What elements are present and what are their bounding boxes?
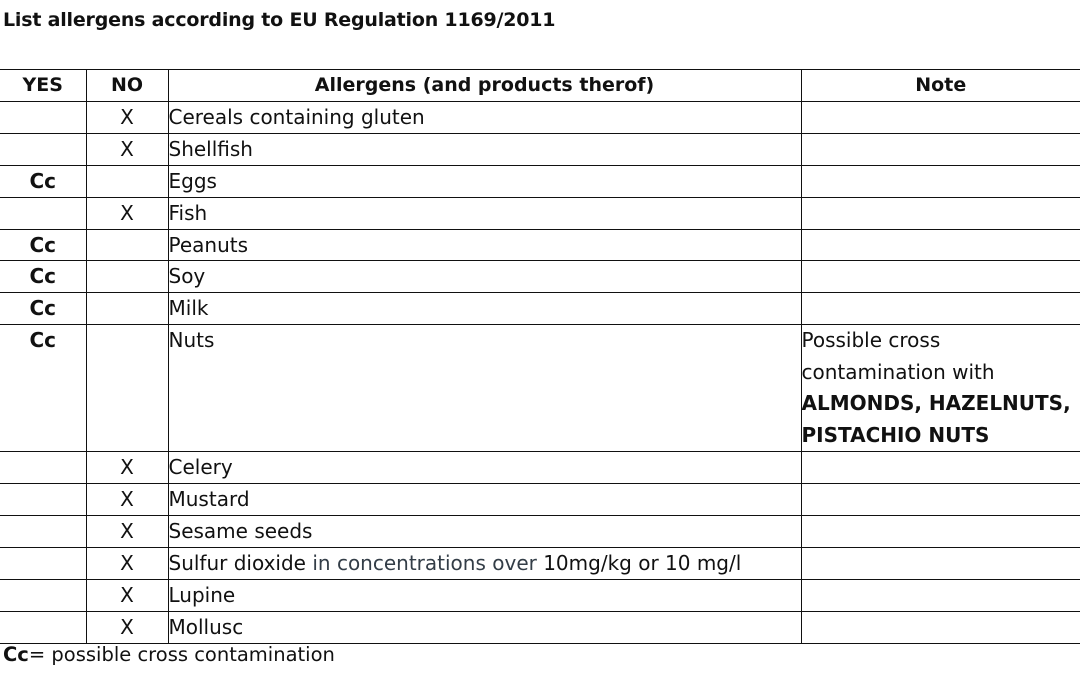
allergen-table xyxy=(0,69,1080,644)
cell-note xyxy=(801,133,1080,165)
cell-note xyxy=(801,165,1080,197)
cell-yes xyxy=(0,197,86,229)
cell-yes: Cc xyxy=(0,229,86,261)
table-row xyxy=(0,484,1080,516)
cell-yes: Cc xyxy=(0,293,86,325)
cell-yes xyxy=(0,579,86,611)
table-row-nuts xyxy=(0,325,1080,452)
cell-note xyxy=(801,611,1080,643)
cell-no: X xyxy=(86,516,168,548)
legend xyxy=(3,643,335,666)
header-note: Note xyxy=(801,70,1080,102)
cell-no xyxy=(86,293,168,325)
cell-note xyxy=(801,197,1080,229)
nuts-note-highlight: ALMONDS, HAZELNUTS, xyxy=(801,391,1071,416)
nuts-note-highlight: PISTACHIO NUTS xyxy=(801,422,990,447)
cell-allergen: Cereals containing gluten xyxy=(168,101,801,133)
cell-allergen: Mustard xyxy=(168,484,801,516)
cell-note xyxy=(801,516,1080,548)
cell-note xyxy=(801,293,1080,325)
page-title: List allergens according to EU Regulation 1169/2011 xyxy=(3,9,556,31)
cell-allergen: Milk xyxy=(168,293,801,325)
header-yes: YES xyxy=(0,70,86,102)
cell-yes xyxy=(0,516,86,548)
cell-no: X xyxy=(86,101,168,133)
cell-allergen-sulfur xyxy=(168,547,801,579)
table-row xyxy=(0,579,1080,611)
table-row xyxy=(0,229,1080,261)
cell-yes: Cc xyxy=(0,261,86,293)
cell-yes xyxy=(0,611,86,643)
cell-no: X xyxy=(86,579,168,611)
cell-allergen: Mollusc xyxy=(168,611,801,643)
cell-no xyxy=(86,165,168,197)
cell-note xyxy=(801,229,1080,261)
cell-no: X xyxy=(86,547,168,579)
cell-allergen: Lupine xyxy=(168,579,801,611)
sulfur-threshold: 10mg/kg or 10 mg/l xyxy=(543,550,742,575)
table-row xyxy=(0,165,1080,197)
table-row xyxy=(0,101,1080,133)
table-row xyxy=(0,293,1080,325)
cell-allergen: Shellfish xyxy=(168,133,801,165)
cell-allergen: Fish xyxy=(168,197,801,229)
cell-note xyxy=(801,101,1080,133)
cell-no: X xyxy=(86,611,168,643)
cell-allergen: Sesame seeds xyxy=(168,516,801,548)
cell-no xyxy=(86,261,168,293)
nuts-note-line: contamination with xyxy=(801,359,995,384)
cell-note xyxy=(801,547,1080,579)
cell-allergen: Nuts xyxy=(168,325,801,452)
table-row xyxy=(0,261,1080,293)
cell-allergen: Celery xyxy=(168,452,801,484)
table-row xyxy=(0,197,1080,229)
sulfur-qualifier: in concentrations over xyxy=(306,550,544,575)
header-no: NO xyxy=(86,70,168,102)
cell-yes xyxy=(0,484,86,516)
header-allergen: Allergens (and products therof) xyxy=(168,70,801,102)
cell-yes xyxy=(0,452,86,484)
sulfur-name: Sulfur dioxide xyxy=(168,550,306,575)
legend-abbreviation: Cc xyxy=(3,643,29,666)
cell-note xyxy=(801,579,1080,611)
legend-text: = possible cross contamination xyxy=(28,643,335,666)
cell-yes xyxy=(0,101,86,133)
cell-note xyxy=(801,484,1080,516)
cell-no: X xyxy=(86,133,168,165)
table-row xyxy=(0,452,1080,484)
table-header-row xyxy=(0,70,1080,102)
table-row xyxy=(0,547,1080,579)
cell-yes: Cc xyxy=(0,325,86,452)
table-row xyxy=(0,133,1080,165)
cell-allergen: Eggs xyxy=(168,165,801,197)
cell-no: X xyxy=(86,452,168,484)
table-row xyxy=(0,611,1080,643)
cell-note xyxy=(801,452,1080,484)
nuts-note xyxy=(801,325,1080,452)
cell-no: X xyxy=(86,197,168,229)
cell-allergen: Soy xyxy=(168,261,801,293)
table-row xyxy=(0,516,1080,548)
nuts-note-line: Possible cross xyxy=(801,328,941,353)
cell-yes xyxy=(0,547,86,579)
cell-allergen: Peanuts xyxy=(168,229,801,261)
cell-note xyxy=(801,261,1080,293)
cell-no xyxy=(86,325,168,452)
cell-no xyxy=(86,229,168,261)
cell-no: X xyxy=(86,484,168,516)
cell-yes xyxy=(0,133,86,165)
cell-yes: Cc xyxy=(0,165,86,197)
